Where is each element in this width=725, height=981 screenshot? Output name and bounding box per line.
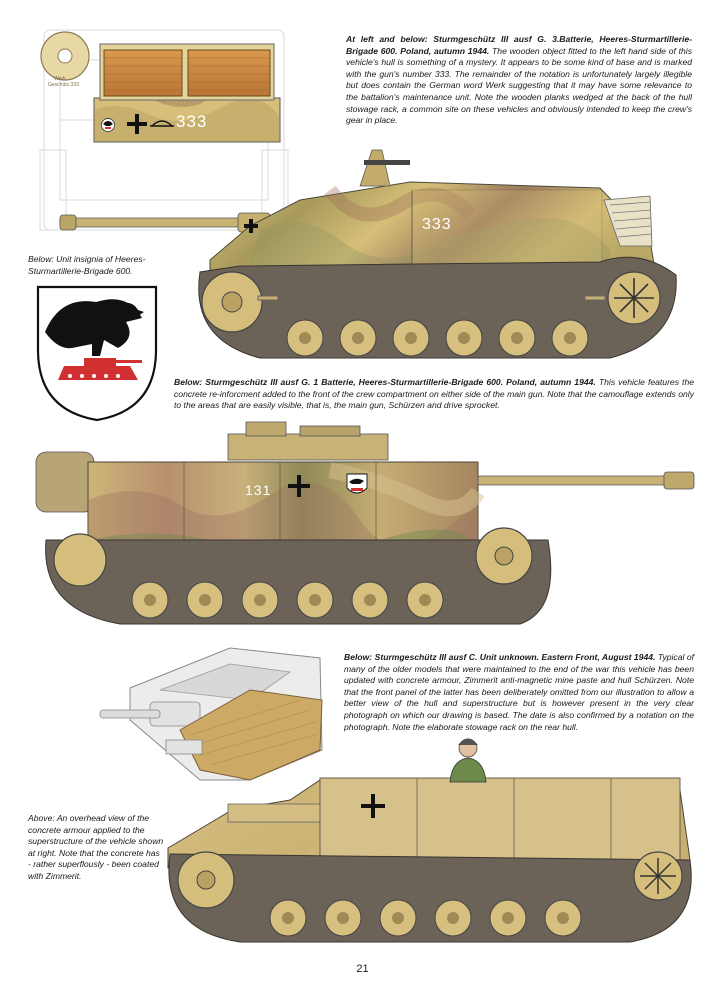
page-number: 21	[356, 963, 369, 975]
caption-middle	[174, 377, 694, 412]
rear-gun-number: 333	[176, 112, 208, 131]
caption-top-right-title: At left and below: Sturmgeschütz III ausf G. 3.Batterie, Heeres-Sturmartillerie-Brigade 600. Poland, autumn 1944.	[346, 34, 692, 56]
caption-middle-title: Below: Sturmgeschütz III ausf G. 1 Batterie, Heeres-Sturmartillerie-Brigade 600. Poland, autumn 1944.	[174, 377, 596, 387]
caption-insignia	[28, 254, 178, 277]
unit-insignia-shield	[38, 287, 156, 420]
caption-lower	[344, 652, 694, 733]
side-gun-number-333: 333	[422, 216, 452, 233]
caption-overhead	[28, 813, 164, 883]
caption-lower-title: Below: Sturmgeschütz III ausf C. Unit unknown. Eastern Front, August 1944.	[344, 652, 656, 662]
base-label-werk: Werk	[54, 76, 66, 82]
caption-overhead-text: Above: An overhead view of the concrete armour applied to the superstructure of the vehicle shown at right. Note that the concrete has - rather superflously - been coated with Zimmerit.	[28, 813, 164, 881]
caption-top-right-body: The wooden object fitted to the left hand side of this vehicle's hull is something of a mystery. It appears to be some kind of base and is marked with the gun's number 333. The remainder of the notation is unfortunately largely illegible but does contain the German word Werk suggesting that it may have some relevance to the battalion's maintenance unit. Note the wooden planks wedged at the back of the hull stowage rack, a common site on these vehicles and obviously intended to keep the crew's gear in place.	[346, 45, 693, 126]
wooden-base-disc	[41, 32, 89, 80]
overhead-view-drawing	[100, 648, 322, 780]
caption-lower-body: Typical of many of the older models that were maintained to the end of the war this vehicle has been updated with concrete armour, Zimmerit anti-magnetic mine paste and hull Schürzen. Note that the front panel of the latter has been deliberately omitted from our illustration to allow a better view of the hull and superstructure but is however present in the very clear photograph on which our drawing is based. The date is also confirmed by a notation on the photograph. Note the elaborate stowage rack on the rear hull.	[344, 652, 695, 732]
caption-insignia-text: Below: Unit insignia of Heeres-Sturmartillerie-Brigade 600.	[28, 254, 146, 276]
side-gun-number-131: 131	[245, 482, 272, 498]
caption-top-right	[346, 34, 692, 127]
rear-unit-emblem	[102, 119, 115, 132]
stug-131-side-view	[36, 422, 694, 624]
caption-middle-body: This vehicle features the concrete re-inforcment added to the front of the crew compartment on either side of the main gun. Note that the camouflage extends only to the areas that are easily visible, that is, the main gun, Schürzen and drive sprocket.	[174, 377, 695, 411]
base-label-number: Geschütz 333	[48, 82, 79, 88]
